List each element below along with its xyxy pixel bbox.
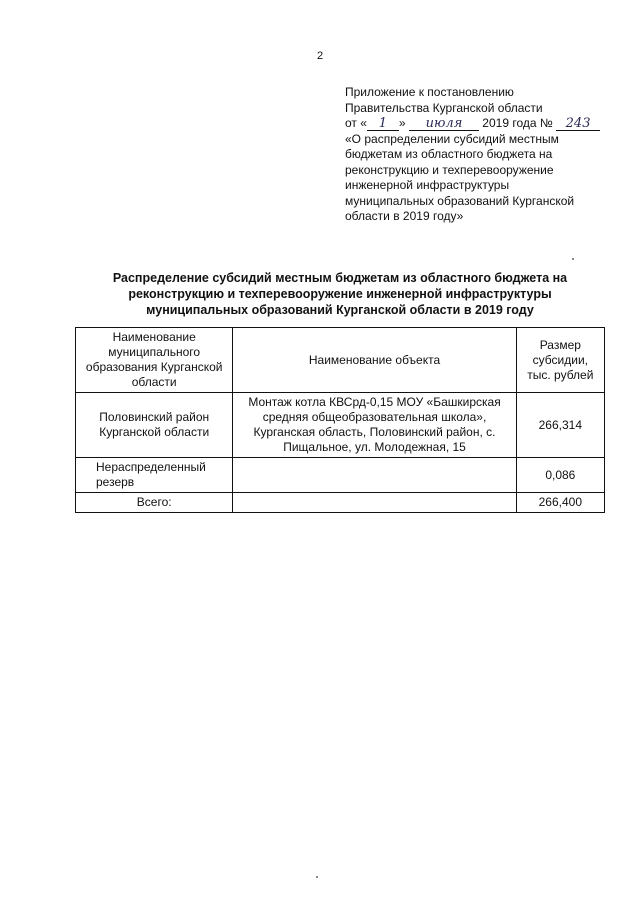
appendix-title-line: реконструкцию и техперевооружение [345,162,554,177]
cell-amount: 0,086 [516,458,604,493]
document-title [75,270,605,318]
cell-municipality: Нераспределенный резерв [76,458,233,493]
cell-municipality: Половинский район Курганской области [76,393,233,458]
scan-speck [316,876,318,878]
date-mid: » [398,116,406,130]
cell-total-amount: 266,400 [516,493,604,513]
appendix-line-1: Приложение к постановлению [345,85,514,99]
table-row [76,393,605,458]
handwritten-number: 243 [556,117,600,131]
cell-object: Монтаж котла КВСрд-0,15 МОУ «Башкирская средняя общеобразовательная школа», Курганская область, Половинский район, с. Пищальное, ул. Молодежная, 15 [233,393,516,458]
table-row [76,458,605,493]
document-title-line: муниципальных образований Курганской области в 2019 году [146,303,534,317]
appendix-title-line: области в 2019 году» [345,209,464,223]
appendix-date-line [345,116,605,132]
appendix-block [345,85,605,225]
cell-object [233,493,516,513]
document-title-line: реконструкцию и техперевооружение инженерной инфраструктуры [128,287,552,301]
subsidy-table [75,327,605,513]
appendix-title-line: инженерной инфраструктуры [345,178,510,192]
table-header-row [76,328,605,393]
cell-total-label: Всего: [76,493,233,513]
appendix-title-line: муниципальных образований Курганской [345,193,575,208]
appendix-title-line: бюджетам из областного бюджета на [345,147,553,161]
date-prefix: от « [345,116,367,130]
page-number: 2 [316,50,324,62]
header-object: Наименование объекта [233,328,516,393]
handwritten-day: 1 [367,117,399,131]
appendix-line-2: Правительства Курганской области [345,100,543,115]
table-total-row [76,493,605,513]
cell-object [233,458,516,493]
header-municipality: Наименование муниципального образования Курганской области [76,328,233,393]
document-title-line: Распределение субсидий местным бюджетам из областного бюджета на [112,271,568,285]
handwritten-month: июля [409,117,479,131]
cell-amount: 266,314 [516,393,604,458]
appendix-title-line: «О распределении субсидий местным [345,131,559,146]
header-amount: Размер субсидии, тыс. рублей [516,328,604,393]
scan-speck [572,258,574,260]
date-year: 2019 года № [482,116,553,130]
